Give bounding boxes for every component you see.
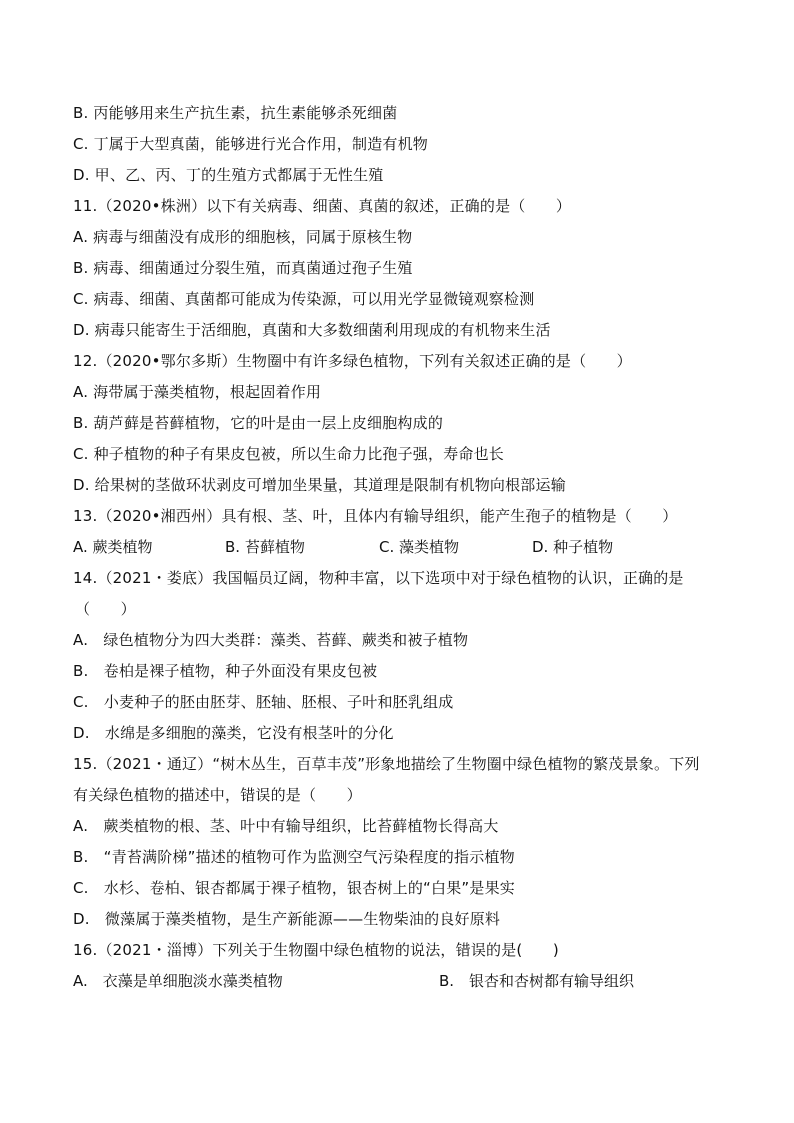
q12-option-d: D. 给果树的茎做环状剥皮可增加坐果量，其道理是限制有机物向根部运输 <box>73 476 566 494</box>
q15-stem-continued: 有关绿色植物的描述中，错误的是（ ） <box>73 786 362 804</box>
q10-option-c: C. 丁属于大型真菌，能够进行光合作用，制造有机物 <box>73 135 429 153</box>
q11-option-c: C. 病毒、细菌、真菌都可能成为传染源，可以用光学显微镜观察检测 <box>73 290 535 308</box>
q11-option-d: D. 病毒只能寄生于活细胞，真菌和大多数细菌利用现成的有机物来生活 <box>73 321 551 339</box>
q16-option-b: B. 银杏和杏树都有输导组织 <box>439 972 635 990</box>
q14-option-c: C. 小麦种子的胚由胚芽、胚轴、胚根、子叶和胚乳组成 <box>73 693 454 711</box>
q14-stem: 14.（2021・娄底）我国幅员辽阔，物种丰富，以下选项中对于绿色植物的认识，正确的是 <box>73 569 684 587</box>
q10-option-b: B. 丙能够用来生产抗生素，抗生素能够杀死细菌 <box>73 104 398 122</box>
q12-option-b: B. 葫芦藓是苔藓植物，它的叶是由一层上皮细胞构成的 <box>73 414 444 432</box>
q10-option-d: D. 甲、乙、丙、丁的生殖方式都属于无性生殖 <box>73 166 384 184</box>
q15-stem: 15.（2021・通辽）“树木丛生，百草丰茂”形象地描绘了生物圈中绿色植物的繁茂景象。下列 <box>73 755 700 773</box>
q13-option-a: A. 蕨类植物 <box>73 538 153 556</box>
q11-stem: 11.（2020•株洲）以下有关病毒、细菌、真菌的叙述，正确的是（ ） <box>73 197 572 215</box>
q14-option-a: A. 绿色植物分为四大类群：藻类、苔藓、蕨类和被子植物 <box>73 631 469 649</box>
q16-stem: 16.（2021・淄博）下列关于生物圈中绿色植物的说法，错误的是( ) <box>73 941 559 959</box>
q14-stem-blank: （ ） <box>75 600 136 618</box>
q12-stem: 12.（2020•鄂尔多斯）生物圈中有许多绿色植物，下列有关叙述正确的是（ ） <box>73 352 632 370</box>
q13-option-d: D. 种子植物 <box>532 538 614 556</box>
q11-option-a: A. 病毒与细菌没有成形的细胞核，同属于原核生物 <box>73 228 413 246</box>
q14-option-d: D. 水绵是多细胞的藻类，它没有根茎叶的分化 <box>73 724 394 742</box>
q12-option-c: C. 种子植物的种子有果皮包被，所以生命力比孢子强，寿命也长 <box>73 445 505 463</box>
q12-option-a: A. 海带属于藻类植物，根起固着作用 <box>73 383 322 401</box>
q11-option-b: B. 病毒、细菌通过分裂生殖，而真菌通过孢子生殖 <box>73 259 413 277</box>
q13-option-c: C. 藻类植物 <box>379 538 460 556</box>
q15-option-d: D. 微藻属于藻类植物，是生产新能源——生物柴油的良好原料 <box>73 910 501 928</box>
q16-option-a: A. 衣藻是单细胞淡水藻类植物 <box>73 972 283 990</box>
q13-option-b: B. 苔藓植物 <box>225 538 305 556</box>
q15-option-c: C. 水杉、卷柏、银杏都属于裸子植物，银杏树上的“白果”是果实 <box>73 879 515 897</box>
q15-option-a: A. 蕨类植物的根、茎、叶中有输导组织，比苔藓植物长得高大 <box>73 817 499 835</box>
q15-option-b: B. “青苔满阶梯”描述的植物可作为监测空气污染程度的指示植物 <box>73 848 515 866</box>
q13-stem: 13.（2020•湘西州）具有根、茎、叶，且体内有输导组织，能产生孢子的植物是（ ） <box>73 507 678 525</box>
q14-option-b: B. 卷柏是裸子植物，种子外面没有果皮包被 <box>73 662 378 680</box>
